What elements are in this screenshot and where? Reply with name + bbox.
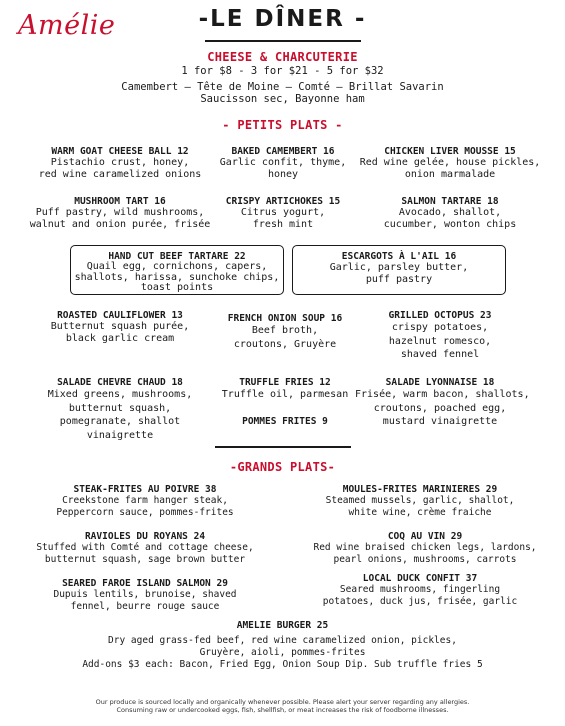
item-desc: Puff pastry, wild mushrooms, <box>35 207 205 218</box>
item-name: ESCARGOTS À L'AIL 16 <box>341 251 457 262</box>
item-desc: pomegranate, shallot <box>59 416 181 427</box>
menu-item-grilled-octopus <box>355 310 525 362</box>
item-desc: onion marmalade <box>404 168 496 180</box>
item-desc: Creekstone farm hanger steak, <box>62 495 228 506</box>
item-desc: Stuffed with Comté and cottage cheese, <box>36 542 254 553</box>
menu-item-amelie-burger <box>0 620 565 671</box>
item-name: BAKED CAMEMBERT 16 <box>231 146 335 157</box>
item-desc: Dupuis lentils, brunoise, shaved <box>53 589 237 600</box>
item-name: CHICKEN LIVER MOUSSE 15 <box>384 146 516 157</box>
item-name: FRENCH ONION SOUP 16 <box>227 313 343 324</box>
item-desc: cucumber, wonton chips <box>383 218 517 230</box>
item-name: LOCAL DUCK CONFIT 37 <box>362 573 478 584</box>
menu-item-escargots <box>292 245 506 295</box>
cheese-list: Camembert – Tête de Moine – Comté – Brillat Savarin <box>121 81 444 93</box>
item-desc: potatoes, duck jus, frisée, garlic <box>322 595 518 607</box>
menu-item-beef-tartare <box>70 245 284 295</box>
menu-item-salade-lyonnaise <box>355 377 530 429</box>
item-desc: Beef broth, <box>251 325 319 336</box>
item-name: SALMON TARTARE 18 <box>401 196 499 207</box>
item-name: RAVIOLES DU ROYANS 24 <box>84 531 206 542</box>
menu-item-roasted-cauliflower <box>35 310 205 344</box>
item-desc: Mixed greens, mushrooms, <box>47 389 193 400</box>
item-desc: shaved fennel <box>400 349 480 360</box>
menu-item-duck-confit <box>305 573 535 607</box>
cheese-pricing: 1 for $8 - 3 for $21 - 5 for $32 <box>181 65 384 77</box>
item-desc: honey <box>267 168 299 180</box>
restaurant-logo: Amélie <box>18 10 116 41</box>
item-desc: Truffle oil, parmesan <box>221 389 349 400</box>
menu-item-steak-frites <box>35 484 255 518</box>
item-desc: Citrus yogurt, <box>240 207 326 218</box>
item-desc: white wine, crème fraiche <box>348 506 492 518</box>
item-name: CRISPY ARTICHOKES 15 <box>225 196 341 207</box>
item-desc: fennel, beurre rouge sauce <box>70 600 220 612</box>
item-name: HAND CUT BEEF TARTARE 22 <box>108 251 246 262</box>
item-desc: mustard vinaigrette <box>382 416 498 427</box>
cheese-heading: CHEESE & CHARCUTERIE <box>207 50 358 64</box>
item-desc: Quail egg, cornichons, capers, <box>86 261 268 272</box>
item-desc: butternut squash, <box>68 402 172 414</box>
item-desc: Red wine braised chicken legs, lardons, <box>313 542 537 553</box>
item-name: STEAK-FRITES AU POIVRE 38 <box>73 484 217 495</box>
item-desc: croutons, Gruyère <box>233 339 337 350</box>
item-desc: Peppercorn sauce, pommes-frites <box>56 506 234 518</box>
item-desc: puff pastry <box>365 273 433 285</box>
item-name: COQ AU VIN 29 <box>387 531 463 542</box>
footer-note <box>0 698 565 714</box>
item-desc: Red wine gelée, house pickles, <box>359 157 541 168</box>
section-divider <box>215 446 351 448</box>
item-desc: hazelnut romesco, <box>388 335 492 347</box>
menu-item-chicken-liver-mousse <box>350 146 550 180</box>
footer-warning: Consuming raw or undercooked eggs, fish, shellfish, or meat increases the risk of foodborne illnesses. <box>116 706 449 714</box>
item-name: SEARED FAROE ISLAND SALMON 29 <box>62 578 228 589</box>
item-desc: Garlic confit, thyme, <box>219 157 347 168</box>
item-name: ROASTED CAULIFLOWER 13 <box>57 310 183 321</box>
menu-item-ravioles <box>25 531 265 565</box>
footer-sourcing: Our produce is sourced locally and organically whenever possible. Please alert your server regarding any allergies. <box>95 698 470 706</box>
item-desc: toast points <box>140 282 214 293</box>
item-name: SALADE CHEVRE CHAUD 18 <box>57 377 183 388</box>
item-desc: black garlic cream <box>65 332 175 344</box>
item-desc: red wine caramelized onions <box>38 168 202 180</box>
item-desc: Pistachio crust, honey, <box>50 157 190 168</box>
menu-item-salmon-tartare <box>350 196 550 230</box>
item-name: POMMES FRITES 9 <box>242 416 328 427</box>
page-title: -LE DÎNER - <box>198 6 367 32</box>
item-desc: Seared mushrooms, fingerling <box>339 584 501 595</box>
item-name: MUSHROOM TART 16 <box>74 196 166 207</box>
menu-item-pommes-frites <box>200 416 370 427</box>
grands-plats-heading: -GRANDS PLATS- <box>229 460 336 474</box>
item-desc: pearl onions, mushrooms, carrots <box>333 553 517 565</box>
item-desc: croutons, poached egg, <box>373 402 507 414</box>
item-name: WARM GOAT CHEESE BALL 12 <box>51 146 189 157</box>
item-desc: Garlic, parsley butter, <box>329 262 469 273</box>
item-desc: vinaigrette <box>86 429 154 441</box>
item-desc: Add-ons $3 each: Bacon, Fried Egg, Onion Soup Dip. Sub truffle fries 5 <box>82 659 483 670</box>
item-desc: Dry aged grass-fed beef, red wine caramelized onion, pickles, <box>108 635 457 646</box>
item-desc: walnut and onion purée, frisée <box>29 218 211 230</box>
item-desc: Frisée, warm bacon, shallots, <box>355 389 530 400</box>
item-name: TRUFFLE FRIES 12 <box>239 377 331 388</box>
item-name: SALADE LYONNAISE 18 <box>385 377 495 388</box>
petits-plats-heading: - PETITS PLATS - <box>222 118 343 132</box>
item-desc: butternut squash, sage brown butter <box>44 553 246 565</box>
item-desc: shallots, harissa, sunchoke chips, <box>74 271 280 283</box>
item-name: MOULES-FRITES MARINIERES 29 <box>342 484 498 495</box>
title-underline <box>205 40 361 42</box>
item-name: AMELIE BURGER 25 <box>236 620 329 631</box>
menu-item-moules-frites <box>305 484 535 518</box>
item-desc: Avocado, shallot, <box>398 207 502 218</box>
menu-item-coq-au-vin <box>305 531 545 565</box>
menu-item-french-onion-soup <box>200 313 370 352</box>
item-desc: Gruyère, aioli, pommes-frites <box>199 647 366 658</box>
charcuterie-list: Saucisson sec, Bayonne ham <box>200 93 365 105</box>
item-desc: crispy potatoes, <box>391 322 489 333</box>
item-desc: fresh mint <box>252 218 314 230</box>
menu-item-salade-chevre-chaud <box>35 377 205 442</box>
item-desc: Butternut squash purée, <box>50 321 190 332</box>
menu-item-seared-salmon <box>30 578 260 612</box>
menu-item-truffle-fries <box>200 377 370 402</box>
item-desc: Steamed mussels, garlic, shallot, <box>325 495 515 506</box>
item-name: GRILLED OCTOPUS 23 <box>388 310 492 321</box>
